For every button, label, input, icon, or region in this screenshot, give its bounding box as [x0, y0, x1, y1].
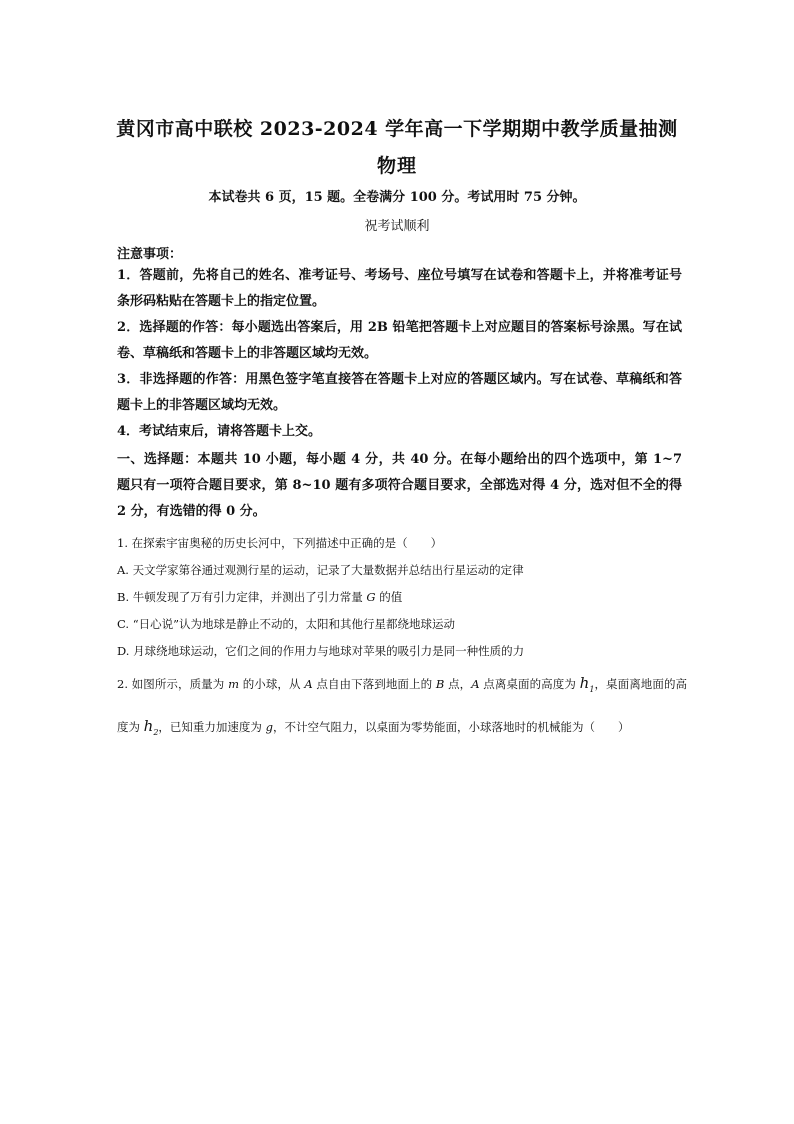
option-b-text-1: B. 牛顿发现了万有引力定律，并测出了引力常量: [117, 590, 367, 604]
h2-letter: h: [143, 717, 154, 735]
gravity-symbol: g: [265, 720, 273, 734]
question-1-option-b: [117, 589, 687, 605]
question-1-option-d: D. 月球绕地球运动，它们之间的作用力与地球对苹果的吸引力是同一种性质的力: [117, 644, 525, 658]
q2-text-5: 点离桌面的高度为: [479, 677, 580, 691]
exam-title: 黄冈市高中联校 2023-2024 学年高一下学期期中教学质量抽测: [116, 118, 678, 140]
q2-text-7: ，已知重力加速度为: [158, 720, 266, 734]
q2-text-6: ，桌面离地面的高度为: [117, 677, 688, 734]
note-item-1: 1．答题前，先将自己的姓名、准考证号、考场号、座位号填写在试卷和答题卡上，并将准考证号条形码粘贴在答题卡上的指定位置。: [117, 268, 682, 309]
point-a-label: A: [304, 677, 313, 691]
note-item-3: 3．非选择题的作答：用黑色签字笔直接答在答题卡上对应的答题区域内。写在试卷、草稿纸和答题卡上的非答题区域均无效。: [117, 372, 682, 413]
note-item-2: 2．选择题的作答：每小题选出答案后，用 2B 铅笔把答题卡上对应题目的答案标号涂黑。写在试卷、草稿纸和答题卡上的非答题区域均无效。: [117, 320, 682, 361]
h2-subscript: 2: [153, 728, 159, 737]
q2-text-2: 的小球，从: [238, 677, 305, 691]
q2-text-8: ，不计空气阻力，以桌面为零势能面，小球落地时的机械能为（ ）: [272, 720, 630, 734]
subject-title: 物理: [376, 155, 417, 177]
question-2-stem: [117, 665, 687, 751]
good-luck-text: 祝考试顺利: [364, 219, 430, 234]
section-1-heading: 一、选择题：本题共 10 小题，每小题 4 分，共 40 分。在每小题给出的四个选项中，第 1~7 题只有一项符合题目要求，第 8~10 题有多项符合题目要求，全部选对得 4 分，选对但不全的得 2 分，有选错的得 0 分。: [117, 452, 682, 519]
option-b-text-2: 的值: [375, 590, 403, 604]
mass-symbol: m: [228, 677, 239, 691]
h1-subscript: 1: [589, 685, 595, 694]
q2-text-3: 点自由下落到地面上的: [312, 677, 436, 691]
question-1-option-c: C. “日心说”认为地球是静止不动的，太阳和其他行星都绕地球运动: [117, 617, 455, 631]
note-item-4: 4．考试结束后，请将答题卡上交。: [117, 424, 322, 439]
h1-letter: h: [579, 674, 590, 692]
exam-info: 本试卷共 6 页，15 题。全卷满分 100 分。考试用时 75 分钟。: [208, 190, 586, 205]
q2-text-1: 2. 如图所示，质量为: [117, 677, 229, 691]
question-1-option-a: A. 天文学家第谷通过观测行星的运动，记录了大量数据并总结出行星运动的定律: [117, 563, 524, 577]
notes-heading: 注意事项：: [117, 247, 183, 262]
point-a-label-2: A: [471, 677, 480, 691]
question-1-stem: 1. 在探索宇宙奥秘的历史长河中，下列描述中正确的是（ ）: [117, 536, 443, 550]
point-b-label: B: [435, 677, 445, 691]
height-h1-symbol: [580, 674, 595, 692]
gravitational-constant-symbol: G: [366, 590, 376, 604]
q2-text-4: 点，: [444, 677, 472, 691]
height-h2-symbol: [144, 717, 159, 735]
